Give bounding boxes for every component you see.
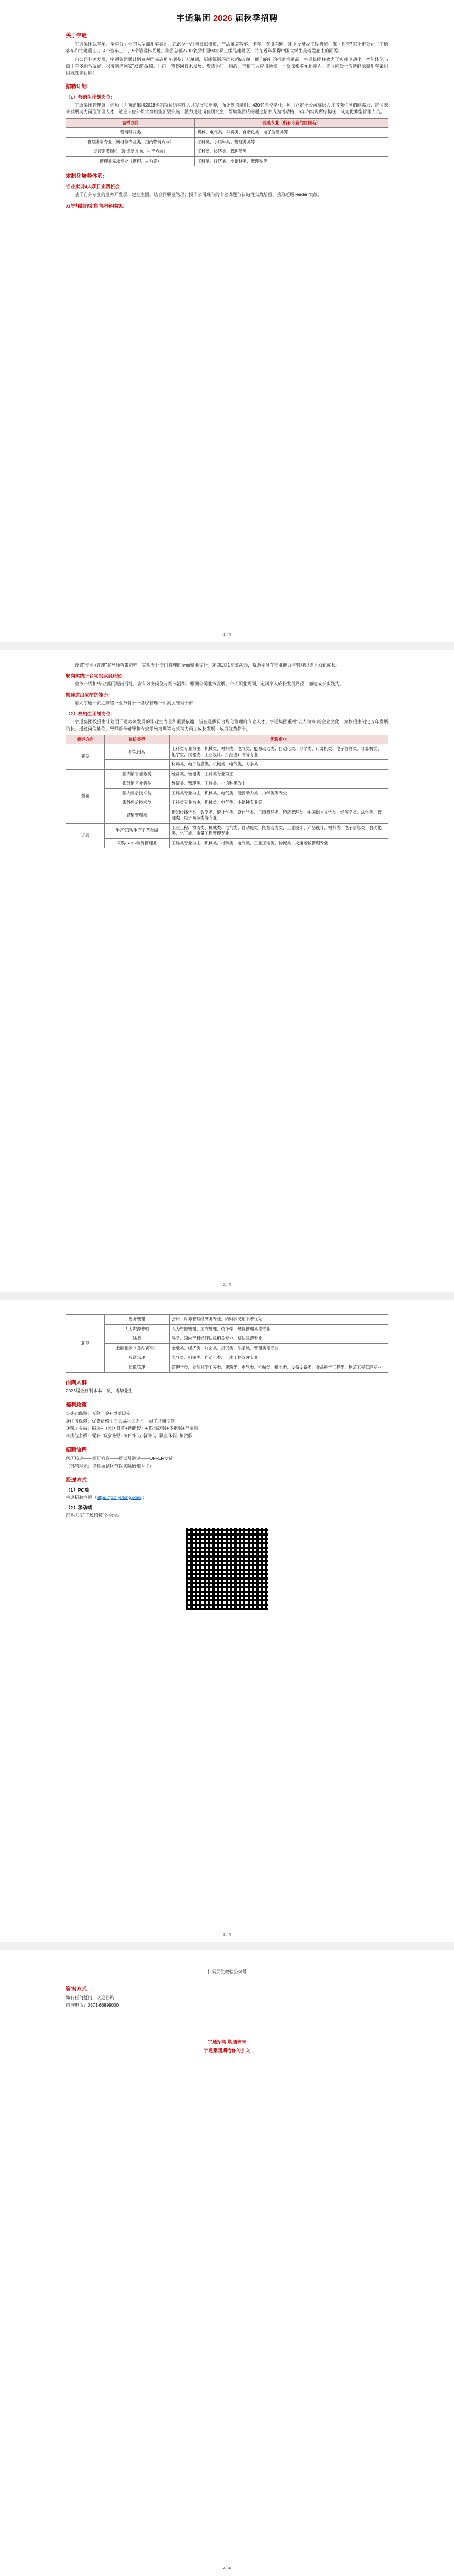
table-row [66, 744, 388, 760]
table1-r3-c1: 工科类、经济类、小语种类、管理类等 [195, 156, 388, 166]
table1-r0-c0: 营销研发类 [66, 128, 195, 138]
qr-caption: 扫码关注微信公众号 [207, 1969, 247, 1974]
table1-header-0: 营销方向 [66, 118, 195, 128]
table2-r3-c2: 经济类、管理类、工科类、小语种类为主 [169, 779, 388, 789]
page-3-content [0, 1300, 454, 1614]
table2-r7-c2: 工业工程、物流类、机械类、电气类、自动化类、能源动力类、工业设计、产品设计、材料类、电子信息类、自动化类、化工类、质量工程管理专业 [169, 823, 388, 838]
subheading-dual-mentor: 双导师制作定能向培养体制： [66, 203, 127, 209]
table1-r1-c0: 管理类需专业（新材领专业类、国内营销方向） [66, 137, 195, 147]
welfare-item-4: ④其他多样：餐补+观察补贴+节日补助+餐补助+职业休假+年资假 [66, 1433, 193, 1439]
subheading-plan-1: （1）营销生计划岗位： [66, 94, 115, 100]
table2-r6-c2: 新闻传播学类、数学类、统计学类、设计学类、工商管理类、经济管理类、中国语言文学类、经济学类、法学类、管理类、电子商务类等专业 [169, 808, 388, 823]
table3-r0-c1: 财务管理 [105, 1315, 169, 1325]
table1-r3-c0: 管理类需求专业（管理、人力等） [66, 156, 195, 166]
section-heading-development: 定制化培养体系： [66, 173, 108, 180]
table2-r2-c2: 经济类、管理类、工科类专业为主 [169, 769, 388, 779]
page-4 [0, 1950, 454, 2576]
table-row [66, 1363, 388, 1373]
table-row [66, 1343, 388, 1353]
page-number-3: 3 / 4 [223, 1933, 231, 1937]
section-heading-about: 关于宇通 [66, 33, 87, 39]
table1-r2-c0: 运营需要岗位（制造要方向、生产方向） [66, 147, 195, 157]
fast-track-paragraph: 融入宇通一流之网络一业务骨干一基层管理一中高层管理干部 [75, 700, 193, 705]
page-2-content [0, 650, 454, 848]
section-heading-plan: 招聘计划： [66, 83, 92, 90]
subheading-fast-track: 快速进出家型的能力： [66, 692, 113, 698]
title-year: 2026 [213, 14, 233, 23]
table2-r4-c2: 工科类专业为主，机械类、电气类、能源动力类、力学类等专业 [169, 788, 388, 798]
yutong-career-link[interactable]: https://join.yutong.com [97, 1494, 141, 1500]
table-row [66, 147, 388, 157]
table2-r7-c1: 生产管理/生产工艺类岗 [105, 823, 169, 838]
table2-r0-c1: 研发岗类 [105, 744, 169, 760]
table-row [66, 823, 388, 838]
table2-r1-c2: 材料类、电子信息类、机械类、电气类、力学类 [169, 760, 388, 770]
page-1 [0, 0, 454, 642]
table-row [66, 137, 388, 147]
welfare-item-2: ②住房保障：优惠价格＋工会福利关系件＋员工共租房制 [66, 1418, 176, 1424]
rotation-paragraph: 业务一线和/专业部门配岗沿练，含有效务岗位与配岗沿练；根据公司业务发展、个人职业规划，定制个人成长发展路径，加速成长实践为。 [75, 681, 344, 687]
page-4-content [0, 1950, 454, 2055]
table-row [66, 838, 388, 848]
table2-r1-c1 [105, 760, 169, 770]
table-row [66, 798, 388, 808]
target-audience-text: 2026届全日制本本、硕、博毕业生 [66, 1388, 133, 1393]
table2-r7-c0: 运营 [66, 823, 105, 848]
table3-r3-c1: 金融业务（国内/海外） [105, 1343, 169, 1353]
majors-table-2 [66, 735, 388, 849]
table1-r1-c1: 工科类、小语种类、管理类类等 [195, 137, 388, 147]
page-number-4: 4 / 4 [223, 2567, 231, 2571]
title-main: 宇通集团 [176, 14, 214, 23]
table-header-row [66, 118, 388, 128]
apply-pc-line [66, 1494, 388, 1502]
table2-r6-c1: 营销管理类 [105, 808, 169, 823]
majors-table-3 [66, 1314, 388, 1373]
table2-r4-c1: 国内售后技术类 [105, 788, 169, 798]
majors-table-1 [66, 118, 388, 167]
table-row [66, 1334, 388, 1344]
table2-r3-c1: 海外销售业务类 [105, 779, 169, 789]
page-number-2: 2 / 4 [223, 1283, 231, 1287]
table3-r1-c1: 人力资源管理 [105, 1324, 169, 1334]
table2-header-1: 岗位类型 [105, 735, 169, 744]
dual-mentor-paragraph: 设置"专业+管理"双导师帮带培养，实现专业专门管理的全面赋能提升；定期1对1高效沟通，帮助学员在专业能力与管理思维上双轨成长。 [75, 663, 340, 668]
table2-r8-c2: 工科类专业为主，机械类、材料类、电气类、工业工程类、物流类、交通运输管理专业 [169, 838, 388, 848]
flow-step-line: 落历校进——简历筛选——面试及测评——OFFER发放 [66, 1455, 173, 1461]
footer-slogan-2: 宇通集团期待你的加入 [203, 2047, 250, 2053]
table2-r2-c1: 国内销售业务类 [105, 769, 169, 779]
subheading-practice: 专业实训4大项目实践机会： [66, 184, 125, 190]
table3-r3-c2: 金融类、经济类、财会类、投资类、法学类、管理类等专业 [169, 1343, 388, 1353]
table-row [66, 1315, 388, 1325]
section-heading-target: 面向人群 [66, 1380, 87, 1386]
table-row [66, 128, 388, 138]
table3-r5-c1: 质量管理 [105, 1363, 169, 1373]
table3-r1-c2: 人力资源管理、工商管理、统计学、经济管理类等专业 [169, 1324, 388, 1334]
section-heading-contact: 咨询方式 [66, 1986, 87, 1992]
table-row [66, 769, 388, 779]
table-row [66, 156, 388, 166]
development-paragraph: 基于自身专业的业务开发展，建立主面、结合同职业管理；授予公司现有的专业课题与岗站性实战培目、获取超级 leader 实战。 [75, 192, 322, 198]
table-row [66, 808, 388, 823]
page-1-content [0, 0, 454, 209]
table3-r4-c2: 电气类、机械类、自动化类、土木工程管理专业 [169, 1353, 388, 1363]
title-tail: 届秋季招聘 [232, 14, 278, 23]
plan-paragraph-2: 宇通集团校招生计划面于通本来发展的毕业生力量和重要依籍，旨在选拔符合规化管理的专业人才。宇通集团重视"以人为本"的企业文化，为校招生制定五年发展的长，通过岗位辅佐、导师帮带辅导和专业系统培训等方式助力员工成长发展，成为优秀骨干。 [66, 719, 388, 731]
table3-r0-c0: 职能 [66, 1315, 105, 1373]
apply-pc-suffix: ）； [141, 1494, 148, 1500]
table3-r2-c1: 法务 [105, 1334, 169, 1344]
subheading-rotation: 轮岗实践平台定制发展路径： [66, 673, 127, 679]
table1-header-1: 优选专业（所有专业的同国名） [195, 118, 388, 128]
flow-note-line: （部管理示：持体面试环节以实际通知为主） [66, 1463, 154, 1469]
footer-slogan-1: 宇通招聘 期遇未来 [208, 2039, 246, 2045]
table3-r5-c2: 管理学类、食品科学工程类、建筑类、电气类、机械类、机电类、设备设备类、食品科学工程类、物流工程管理专业 [169, 1363, 388, 1373]
table-row [66, 1324, 388, 1334]
table-row [66, 779, 388, 789]
table1-r2-c1: 工科类、经济类、管理类等 [195, 147, 388, 157]
table-header-row [66, 735, 388, 744]
contact-line-1: 如有任何疑问，欢迎咨询 [66, 1995, 114, 2000]
table3-r2-c2: 法学、国内产权经理法律相关专业、获法律帮专业 [169, 1334, 388, 1344]
apply-pc-heading: （1）PC端 [66, 1487, 89, 1493]
page-gap-1 [0, 642, 454, 650]
welfare-item-3: ③餐厅关系：宿舍+（园区食堂+新能楼）+ 四层次餐+体能餐+产福餐 [66, 1426, 198, 1431]
page-number-1: 1 / 4 [223, 633, 231, 637]
table2-r5-c1: 海外售后技术类 [105, 798, 169, 808]
page-gap-2 [0, 1292, 454, 1300]
table2-r8-c1: 采购/SQE/物流管理类 [105, 838, 169, 848]
table-row [66, 760, 388, 770]
table-row [66, 788, 388, 798]
table2-header-0: 招纳方向 [66, 735, 105, 744]
table2-r0-c2: 工科类专业为主，机械类、材料类、电气类、能源动力类、自动化类、力学类、计算机类、电子信息类、计算机类、化学类、仪器类、工业设计、产品设计等等专业 [169, 744, 388, 760]
table2-r5-c2: 工科类专业为主，机械类、电气类、小语种专业等 [169, 798, 388, 808]
table-row [66, 1353, 388, 1363]
table3-r4-c1: 投资管理 [105, 1353, 169, 1363]
wechat-qr-code [183, 1525, 272, 1614]
apply-pc-prefix: 宇通招聘官网（ [66, 1494, 97, 1500]
table3-r0-c2: 会计、财务管理经济类专业，的财状况证书者优先 [169, 1315, 388, 1325]
about-paragraph-1: 宇通集团以客车、全车为主业的大型商用车集团，总部位于河南省郑州市，产品覆盖客车、卡车、专用车辆、环卫设备及工程机械。旗下拥有7家上市公司（宇通客车和宇通重工）、4个智车工厂、5个管理体系地，集团总部2700余层中国50家员工组品建设区，并在近年获得中国大学生最着爱雇主的同等。 [66, 42, 388, 54]
table2-header-2: 优选专业 [169, 735, 388, 744]
apply-mobile-heading: （2）移动端 [66, 1505, 92, 1511]
document-title [66, 0, 388, 26]
apply-mobile-line: 扫码关注"宇通招聘"公众号。 [66, 1513, 122, 1518]
spacer-block-2 [66, 2010, 388, 2037]
section-heading-flow: 招聘流程 [66, 1447, 87, 1453]
table1-r0-c1: 机械、电气类、车辆类、自动化类、电子信息类等 [195, 128, 388, 138]
plan-paragraph-1: 宇通集团管理链目标项目面向通集团2018年的项位结构性人才发展和培养，面计划拟录用近430名高校毕业，项目立定于公司高层人才考岗位测的能需求，定位未来发展动力岗位管理人才，适应岗位外贸大高机能新要抗的，激力通过岗位研究生，帮助集团成的通过培育成为活动格、5年内实现所结构任，成为优秀型管理人员。 [66, 102, 388, 115]
contact-line-2: 咨询电话：0371-66899000 [66, 2002, 119, 2008]
page-3 [0, 1300, 454, 1942]
table2-r2-c0: 营销 [66, 769, 105, 823]
about-paragraph-2: 自公司业务发展，宇通集团累计缴费税面减施用车辆多订万单辆，新能源级的运营超5万单，面向的社的机通机通品，宇通集团将致力于实现电动化、智能体化与商用车多融合发展，积极响应国家"双碳"战略。目前，整体同技术发展。聚焦运行、物流、市值三大应用场景，不断探索多元化能力。定立向最一流新能源商用车集团目标笃定迈进！ [66, 57, 388, 76]
welfare-item-1: ①基础保障：五险一金+ 博贺设定 [66, 1410, 131, 1416]
subheading-plan-2: （2）校招生计划岗位： [66, 711, 115, 717]
page-gap-3 [0, 1942, 454, 1950]
section-heading-apply: 投递方式 [66, 1477, 87, 1483]
table2-r0-c0: 研发 [66, 744, 105, 770]
section-heading-welfare: 福利政策 [66, 1402, 87, 1408]
spacer-block [66, 1975, 388, 1979]
page-2 [0, 650, 454, 1292]
